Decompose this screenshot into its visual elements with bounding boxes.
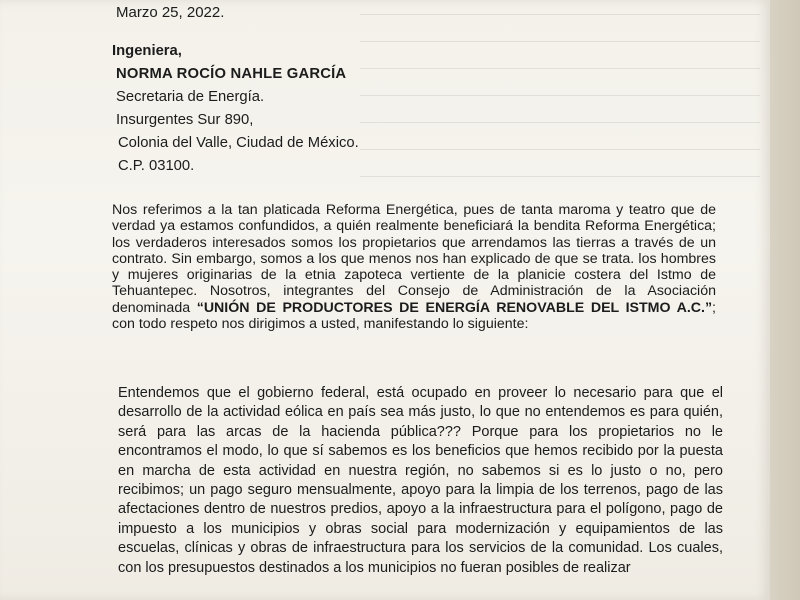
letter-date: Marzo 25, 2022.	[116, 4, 225, 21]
recipient-name: NORMA ROCÍO NAHLE GARCÍA	[116, 66, 347, 82]
recipient-title: Secretaria de Energía.	[116, 89, 265, 105]
paragraph-intro-closing: ; con todo respeto nos dirigimos a usted, manifestando lo siguiente:	[112, 299, 716, 333]
page-edge	[770, 0, 800, 600]
association-name: “UNIÓN DE PRODUCTORES DE ENERGÍA RENOVABLE DEL ISTMO A.C.”	[196, 299, 713, 316]
paragraph-body: Entendemos que el gobierno federal, está ocupado en proveer lo necesario para que el desarrollo de la actividad eólica en país sea más justo, lo que no entendemos es para quién, será para las arcas de la hacienda pública??? Porque para los propietarios no le encontramos el modo, lo que sí sabemos es los beneficios que hemos recibido por la puesta en marcha de esta actividad en nuestra región, no sabemos si es lo justo o no, pero recibimos; un pago seguro mensualmente, apoyo para la limpia de los terrenos, pago de las afectaciones dentro de nuestros predios, apoyo a la infraestructura para el polígono, pago de impuesto a los municipios y obras social para modernización y equipamientos de las escuelas, clínicas y obras de infraestructura para los servicios de la comunidad. Los cuales, con los presupuestos destinados a los municipios no fueran posibles de realizar	[118, 385, 723, 576]
paragraph-intro-text: Nos referimos a la tan platicada Reforma Energética, pues de tanta maroma y teatro que de verdad ya estamos confundidos, a quién realmente beneficiará la bendita Reforma Energética; los verdaderos interesados somos los propietarios que arrendamos las tierras a través de un contrato. Sin embargo, somos a los que menos nos han explicado de que se trata. los hombres y mujeres originarias de la etnia zapoteca vertiente de la planicie costera del Istmo de Tehuantepec. Nosotros, integrantes del Consejo de Administración de la Asociación denominada	[112, 202, 716, 316]
recipient-salutation: Ingeniera,	[112, 43, 182, 59]
recipient-street: Insurgentes Sur 890,	[116, 112, 254, 128]
recipient-city: Colonia del Valle, Ciudad de México.	[118, 135, 359, 151]
paragraph-intro	[112, 202, 716, 332]
show-through-text	[360, 0, 760, 200]
recipient-address	[112, 40, 359, 178]
recipient-postal-code: C.P. 03100.	[118, 158, 195, 174]
